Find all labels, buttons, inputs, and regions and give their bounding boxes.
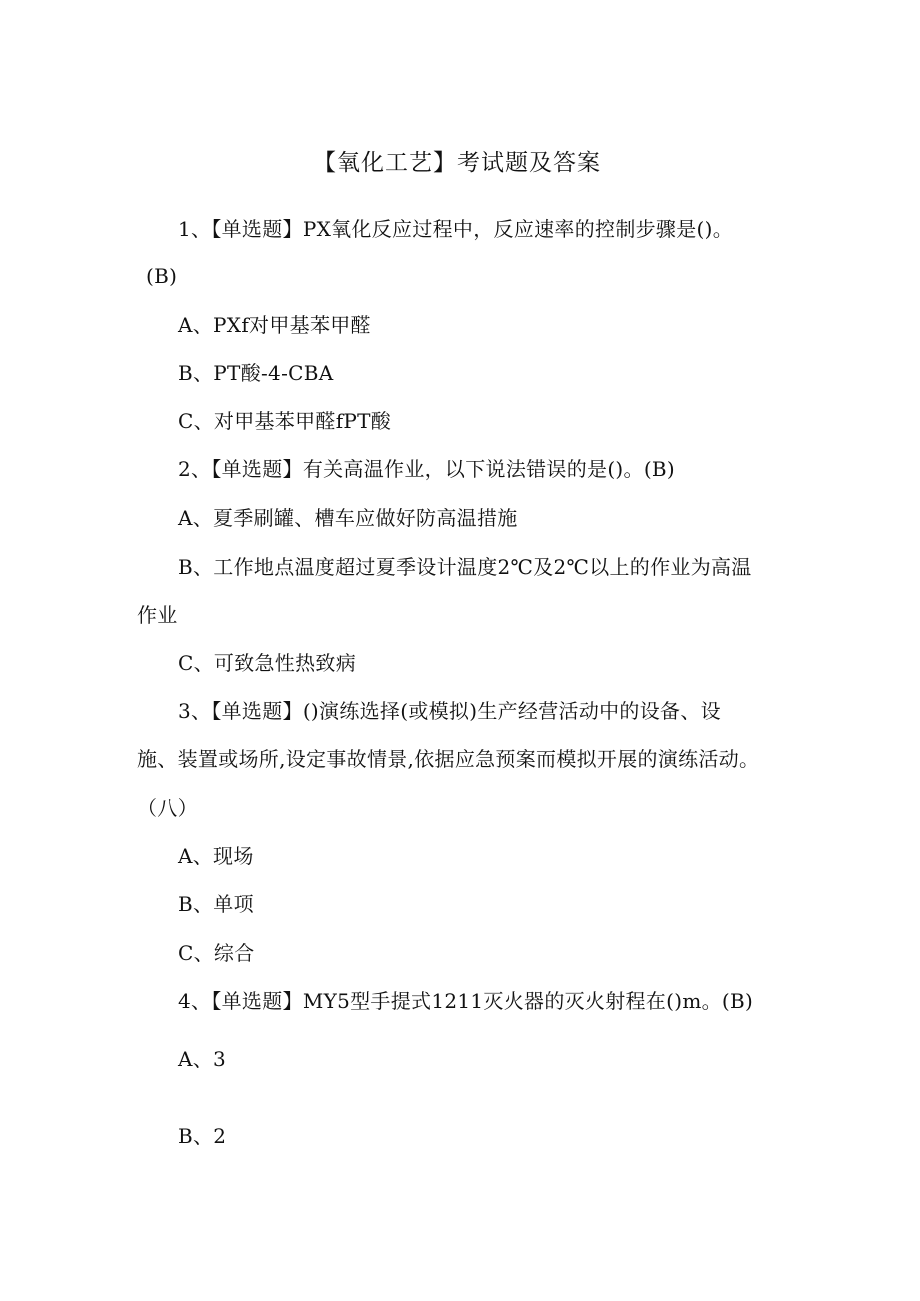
question-2-option-a: A、夏季刷罐、槽车应做好防高温措施 [178, 506, 518, 530]
question-2-option-c: C、可致急性热致病 [178, 651, 357, 675]
question-1-stem: 1、【单选题】PX氧化反应过程中，反应速率的控制步骤是()。 [178, 217, 734, 241]
question-1-option-b: B、PT酸-4-CBA [178, 361, 334, 385]
question-4-option-a: A、3 [178, 1047, 227, 1071]
question-2-option-b-line2: 作业 [137, 603, 178, 627]
question-3-stem-line1: 3、【单选题】()演练选择(或模拟)生产经营活动中的设备、设 [178, 699, 721, 723]
page-title: 【氧化工艺】考试题及答案 [313, 150, 601, 176]
question-3-option-b: B、单项 [178, 892, 254, 916]
question-3-stem-line2: 施、装置或场所,设定事故情景,依据应急预案而模拟开展的演练活动。 [137, 747, 760, 771]
question-1-answer: (B) [146, 264, 178, 288]
question-4-stem: 4、【单选题】MY5型手提式1211灭火器的灭火射程在()m。(B) [178, 989, 754, 1013]
question-2-stem: 2、【单选题】有关高温作业，以下说法错误的是()。(B) [178, 457, 676, 481]
question-3-option-c: C、综合 [178, 941, 255, 965]
question-4-option-b: B、2 [178, 1124, 227, 1148]
question-1-option-a: A、PXf对甲基苯甲醛 [178, 313, 371, 337]
question-1-option-c: C、对甲基苯甲醛fPT酸 [178, 409, 392, 433]
question-2-option-b-line1: B、工作地点温度超过夏季设计温度2℃及2℃以上的作业为高温 [178, 555, 752, 579]
question-3-answer: （八） [137, 796, 198, 820]
question-3-option-a: A、现场 [178, 844, 254, 868]
